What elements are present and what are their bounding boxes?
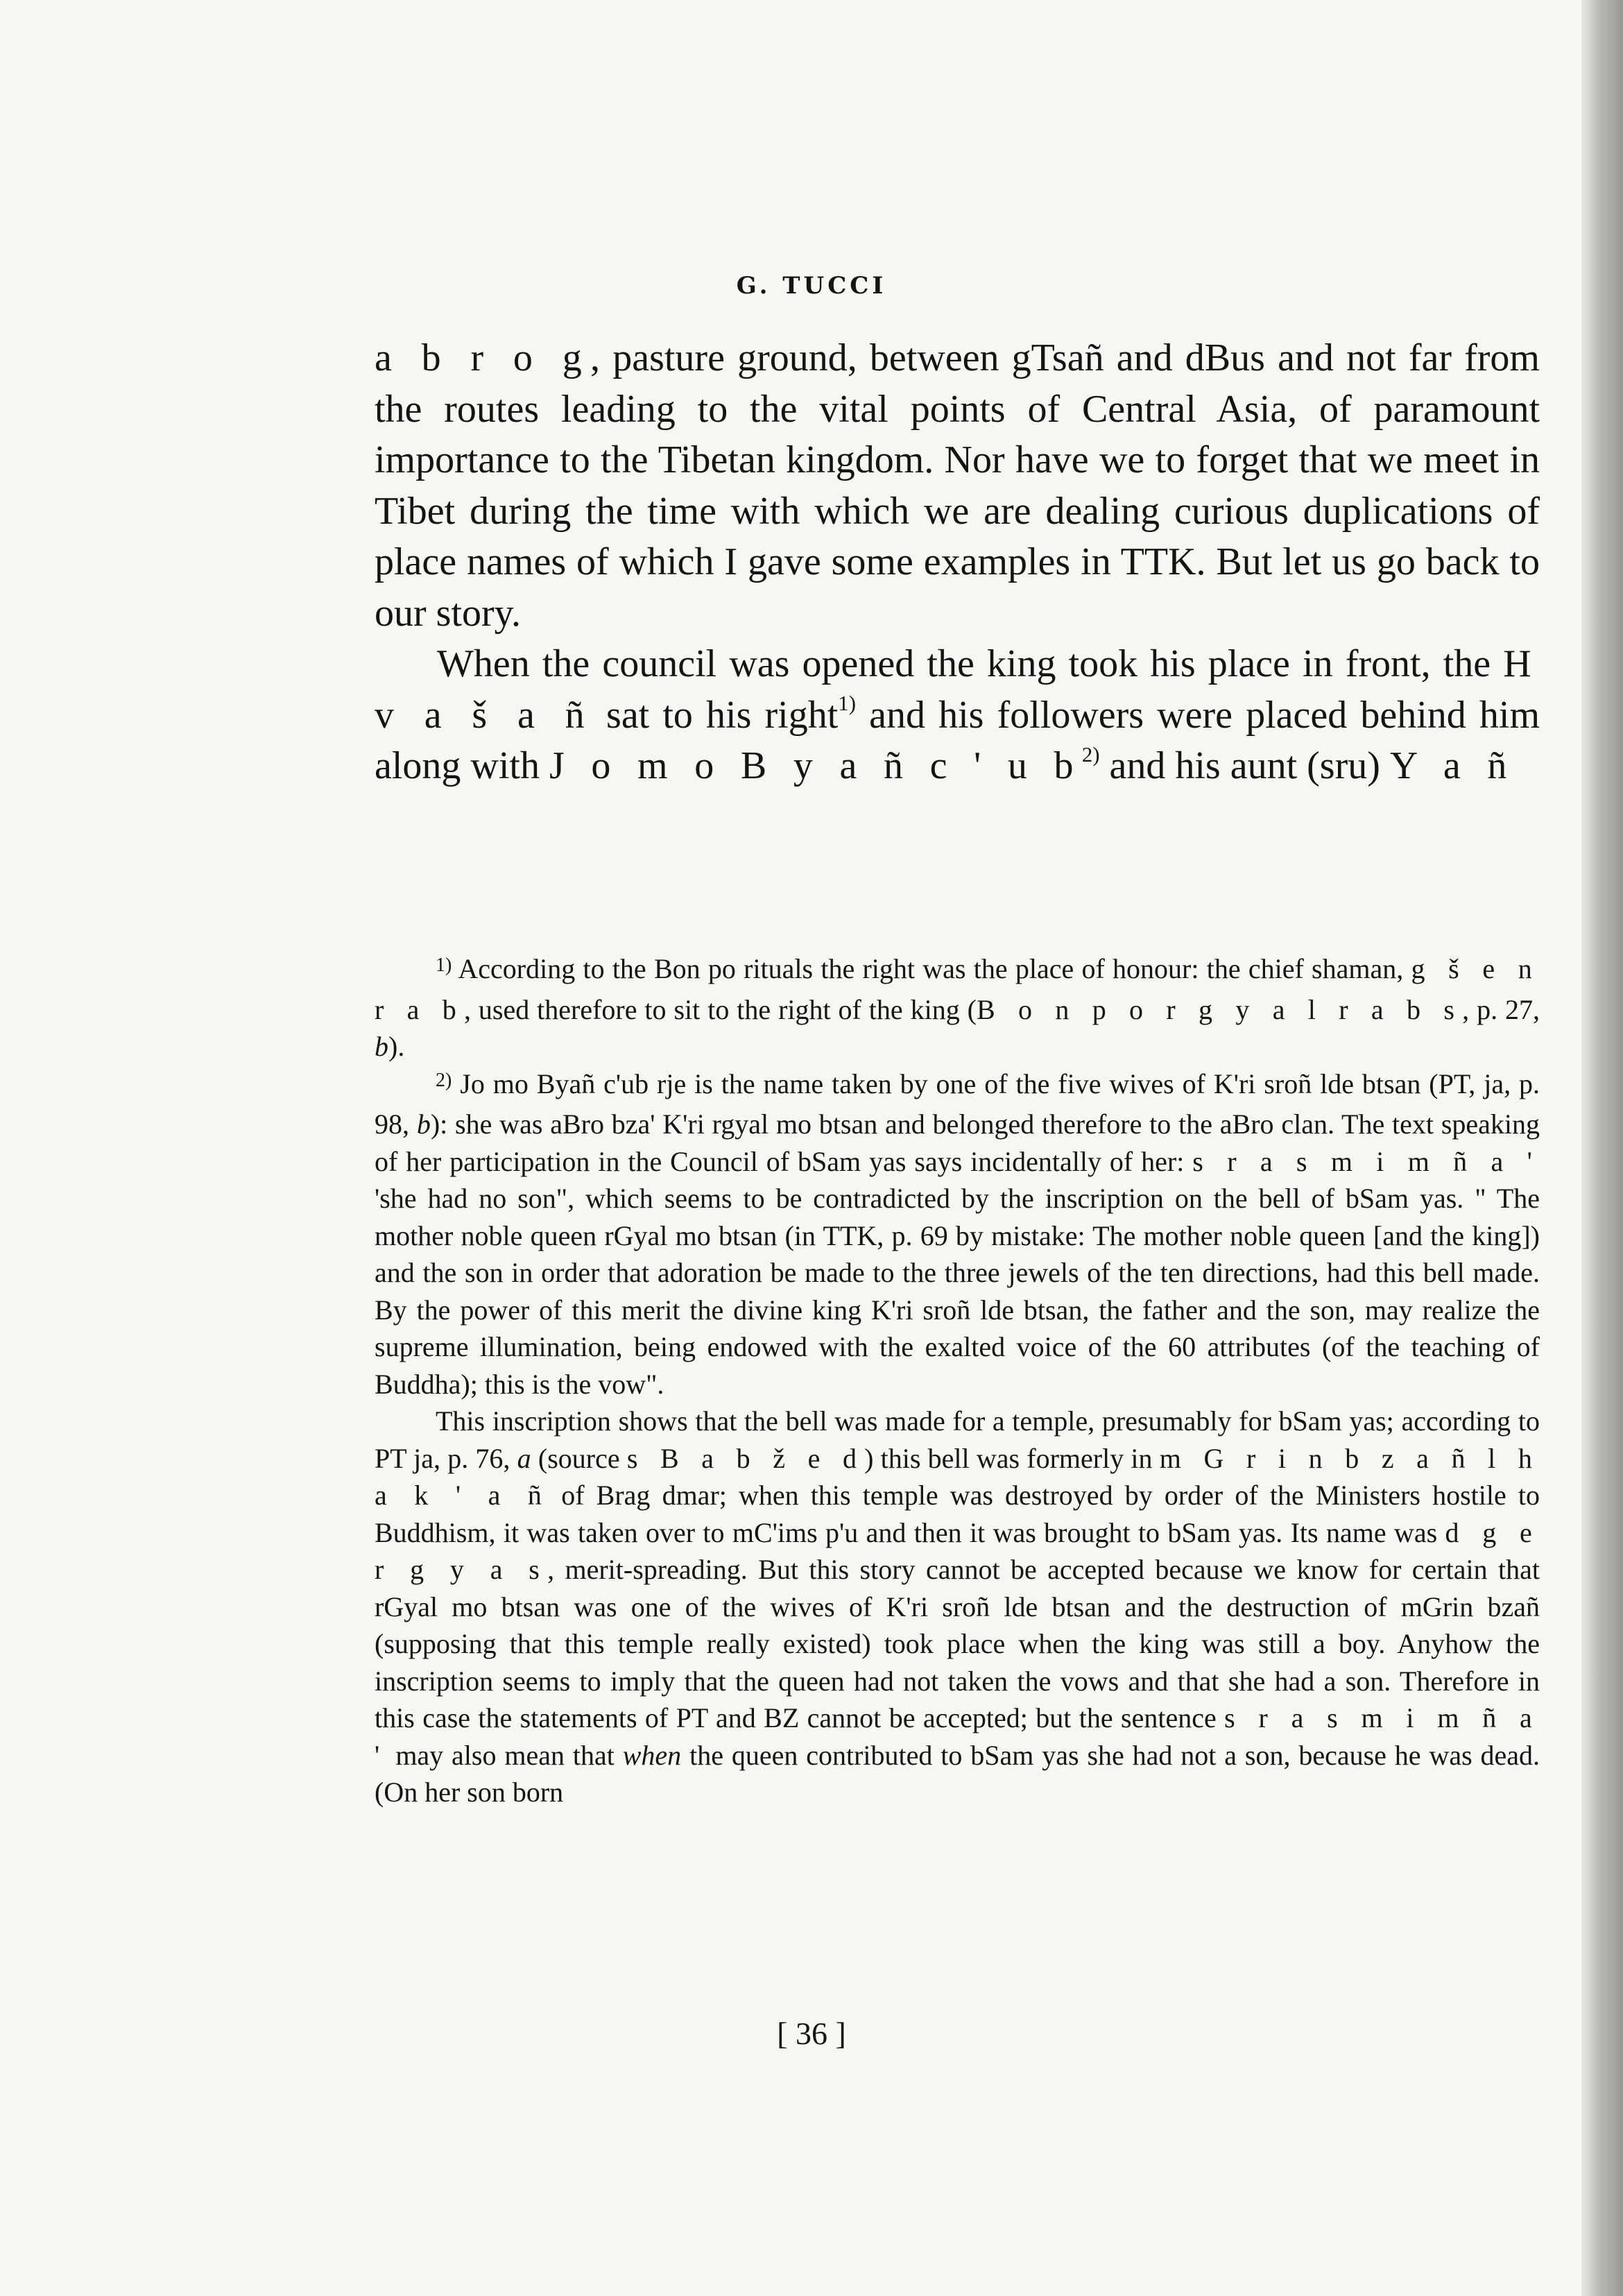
text-run: the queen contributed to bSam yas she had not a son, because he was dead. (On her son born	[375, 1739, 1540, 1808]
text-run: This inscription shows that the bell was made for a temple, presumably for bSam yas; according to PT ja, p. 76,	[375, 1405, 1540, 1474]
spaced-term: s r a s m i m ñ a '	[375, 1702, 1540, 1771]
footnote-continuation	[375, 1403, 1540, 1811]
italic-term: b	[375, 1031, 388, 1062]
text-run: (source	[538, 1442, 620, 1474]
footnote-ref: 1)	[838, 692, 856, 716]
paragraph	[375, 333, 1540, 639]
text-run: and his aunt (sru)	[1109, 744, 1380, 787]
text-run: Jo mo Byañ c'ub rje is the name taken by one of the five wives of K'ri sroñ lde btsan (PT, ja, p. 98,	[375, 1068, 1540, 1140]
spaced-term: a b r o g	[375, 336, 591, 379]
text-run: When the council was opened the king took his place in front, the	[437, 642, 1491, 685]
text-run: ): she was aBro bza' K'ri rgyal mo btsan and belonged therefore to the aBro clan. The text speaking of her participation in the Council of bSam yas says incidentally of her:	[375, 1108, 1540, 1177]
spaced-term: s B a b ž e d	[626, 1442, 865, 1474]
text-run: , pasture ground, between gTsañ and dBus and not far from the routes leading to the vital points of Central Asia, of paramount importance to the Tibetan kingdom. Nor have we to forget that we meet in Tibet during the time with which we are dealing curious duplications of place names of which I gave some examples in TTK. But let us go back to our story.	[375, 336, 1540, 635]
page-number: [ 36 ]	[777, 2016, 846, 2051]
text-run: ).	[388, 1031, 405, 1062]
text-run: , p. 27,	[1462, 993, 1540, 1025]
footnote	[375, 1065, 1540, 1403]
spaced-term: d g e r g y a s	[375, 1516, 1540, 1585]
text-run: , merit-spreading. But this story cannot be accepted because we know for certain that rGyal mo btsan was one of the wives of K'ri sroñ lde btsan and the destruction of mGrin bzañ (supposing that this temple really existed) took place when the king was still a boy. Anyhow the inscription seems to imply that the queen had not taken the vows and that she had a son. Therefore in this case the statements of PT and BZ cannot be accepted; but the sentence	[375, 1554, 1540, 1733]
spaced-term: Y a ñ	[1389, 744, 1515, 787]
footnote-ref: 2)	[1081, 742, 1100, 766]
text-run: sat to his right	[606, 693, 839, 737]
text-run: , used therefore to sit to the right of the king (	[463, 993, 977, 1025]
italic-term: when	[622, 1739, 682, 1771]
italic-term: b	[416, 1108, 431, 1140]
spaced-term: H v a š a ñ	[375, 642, 1540, 737]
paragraph	[375, 639, 1540, 792]
spaced-term: B o n p o r g y a l r a b s	[977, 993, 1463, 1025]
italic-term: a	[517, 1442, 531, 1474]
spaced-term: g š e n r a b	[375, 953, 1540, 1025]
spaced-term: s r a s m i m ñ a '	[1192, 1145, 1540, 1177]
spaced-term: J o m o B y a ñ c ' u b	[549, 744, 1082, 787]
footnote-number: 1)	[436, 954, 452, 977]
text-run: According to the Bon po rituals the right was the place of honour: the chief shaman,	[458, 953, 1404, 984]
footnote	[375, 950, 1540, 1065]
text-run: of Brag dmar; when this temple was destroyed by order of the Ministers hostile to Buddhism, it was taken over to mC'ims p'u and then it was brought to bSam yas. Its name was	[375, 1480, 1540, 1548]
text-run: ) this bell was formerly in	[864, 1442, 1153, 1474]
footnote-number: 2)	[436, 1069, 452, 1091]
spaced-term: m G r i n b z a ñ l h a k ' a ñ	[375, 1442, 1540, 1511]
footnotes	[375, 950, 1540, 1811]
running-head: G. TUCCI	[736, 272, 887, 300]
text-run: may also mean that	[395, 1739, 615, 1771]
main-text	[375, 333, 1540, 792]
text-run: and his followers were placed behind him along with	[375, 693, 1540, 787]
page-edge-shadow	[1581, 0, 1623, 2296]
text-run: 'she had no son", which seems to be contradicted by the inscription on the bell of bSam yas. " The mother noble queen rGyal mo btsan (in TTK, p. 69 by mistake: The mother noble queen [and the king]) and the son in order that adoration be made to the three jewels of the ten directions, had this bell made. By the power of this merit the divine king K'ri sroñ lde btsan, the father and the son, may realize the supreme illumination, being endowed with the exalted voice of the 60 attributes (of the teaching of Buddha); this is the vow".	[375, 1183, 1540, 1400]
